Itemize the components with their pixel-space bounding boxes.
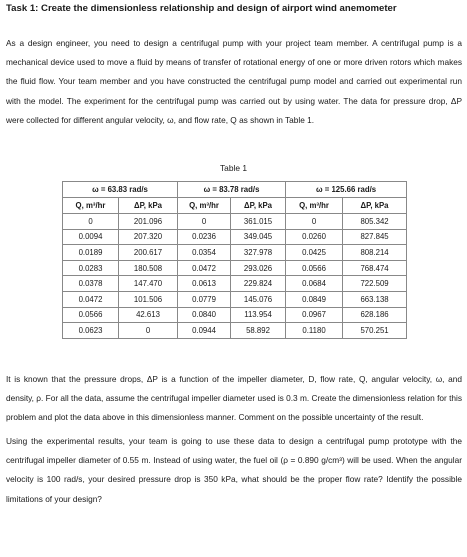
- table-row: [63, 214, 407, 230]
- table-cell: 58.892: [231, 323, 286, 339]
- group-header: ω = 83.78 rad/s: [178, 182, 286, 198]
- table-cell: 0.0189: [63, 245, 119, 261]
- table-cell: 0.0472: [178, 260, 231, 276]
- column-header: Q, m³/hr: [63, 198, 119, 214]
- table-cell: 0.0840: [178, 307, 231, 323]
- column-header: ΔP, kPa: [231, 198, 286, 214]
- table-cell: 0: [63, 214, 119, 230]
- column-header: ΔP, kPa: [343, 198, 407, 214]
- table-cell: 768.474: [343, 260, 407, 276]
- table-cell: 349.045: [231, 229, 286, 245]
- table-cell: 0.0283: [63, 260, 119, 276]
- table-cell: 101.506: [119, 291, 178, 307]
- table-cell: 0.0236: [178, 229, 231, 245]
- table-cell: 207.320: [119, 229, 178, 245]
- table-cell: 0: [286, 214, 343, 230]
- group-header: ω = 63.83 rad/s: [63, 182, 178, 198]
- table-cell: 0.0566: [286, 260, 343, 276]
- table-cell: 201.096: [119, 214, 178, 230]
- table-cell: 327.978: [231, 245, 286, 261]
- table-cell: 113.954: [231, 307, 286, 323]
- column-header: Q, m³/hr: [178, 198, 231, 214]
- table-cell: 0.0094: [63, 229, 119, 245]
- table-row: [63, 260, 407, 276]
- table-cell: 293.026: [231, 260, 286, 276]
- intro-paragraph: As a design engineer, you need to design a centrifugal pump with your project team member. A centrifugal pump is a mechanical device used to move a fluid by means of transfer of rotational energy of one or more driven rotors which makes the fluid flow. Your team member and you have constructed the centrifugal pump model and carried out experimental run with the model. The experiment for the centrifugal pump was carried out by using water. The data for pressure drop, ΔP were collected for different angular velocity, ω, and flow rate, Q as shown in Table 1.: [6, 38, 462, 125]
- table-row: [63, 245, 407, 261]
- column-header: ΔP, kPa: [119, 198, 178, 214]
- table-cell: 722.509: [343, 276, 407, 292]
- table-cell: 0.0472: [63, 291, 119, 307]
- table-cell: 0.0354: [178, 245, 231, 261]
- table-cell: 0.0378: [63, 276, 119, 292]
- table-cell: 827.845: [343, 229, 407, 245]
- table-cell: 180.508: [119, 260, 178, 276]
- table-cell: 570.251: [343, 323, 407, 339]
- table-cell: 0.0260: [286, 229, 343, 245]
- table-row: [63, 323, 407, 339]
- table-cell: 145.076: [231, 291, 286, 307]
- table-cell: 147.470: [119, 276, 178, 292]
- table-cell: 0.0779: [178, 291, 231, 307]
- table-cell: 0.0684: [286, 276, 343, 292]
- table-cell: 0.0944: [178, 323, 231, 339]
- table-caption: Table 1: [219, 163, 247, 173]
- table-cell: 200.617: [119, 245, 178, 261]
- task-title: Task 1: Create the dimensionless relationship and design of airport wind anemometer: [6, 3, 397, 14]
- problem-paragraph: It is known that the pressure drops, ΔP is a function of the impeller diameter, D, flow rate, Q, angular velocity, ω, and density, ρ. For all the data, assume the centrifugal impeller diameter used is 0.3 m. Create the dimensionless relation for this problem and plot the data above in this dimensionless manner. Comment on the possible uncertainty of the result.: [6, 374, 462, 423]
- table-cell: 0.0425: [286, 245, 343, 261]
- column-header: Q, m³/hr: [286, 198, 343, 214]
- design-paragraph: Using the experimental results, your team is going to use these data to design a centrifugal pump prototype with the centrifugal impeller diameter of 0.55 m. Instead of using water, the fuel oil (ρ = 0.890 g/cm³) will be used. When the angular velocity is 100 rad/s, your desired pressure drop is 350 kPa, what should be the proper flow rate? Identify the possible limitations of your design?: [6, 436, 462, 504]
- table-body: [63, 214, 407, 339]
- group-header: ω = 125.66 rad/s: [286, 182, 407, 198]
- table-cell: 0.0613: [178, 276, 231, 292]
- table-cell: 361.015: [231, 214, 286, 230]
- table-cell: 0.1180: [286, 323, 343, 339]
- table-cell: 805.342: [343, 214, 407, 230]
- table-cell: 808.214: [343, 245, 407, 261]
- table-cell: 0.0566: [63, 307, 119, 323]
- table-row: [63, 276, 407, 292]
- table-cell: 628.186: [343, 307, 407, 323]
- table-cell: 0: [119, 323, 178, 339]
- table-cell: 229.824: [231, 276, 286, 292]
- table-row: [63, 307, 407, 323]
- table-cell: 0: [178, 214, 231, 230]
- table-cell: 42.613: [119, 307, 178, 323]
- table-cell: 0.0623: [63, 323, 119, 339]
- table-row: [63, 291, 407, 307]
- table-cell: 663.138: [343, 291, 407, 307]
- table-row: [63, 229, 407, 245]
- table-cell: 0.0967: [286, 307, 343, 323]
- table-cell: 0.0849: [286, 291, 343, 307]
- data-table: [62, 181, 407, 339]
